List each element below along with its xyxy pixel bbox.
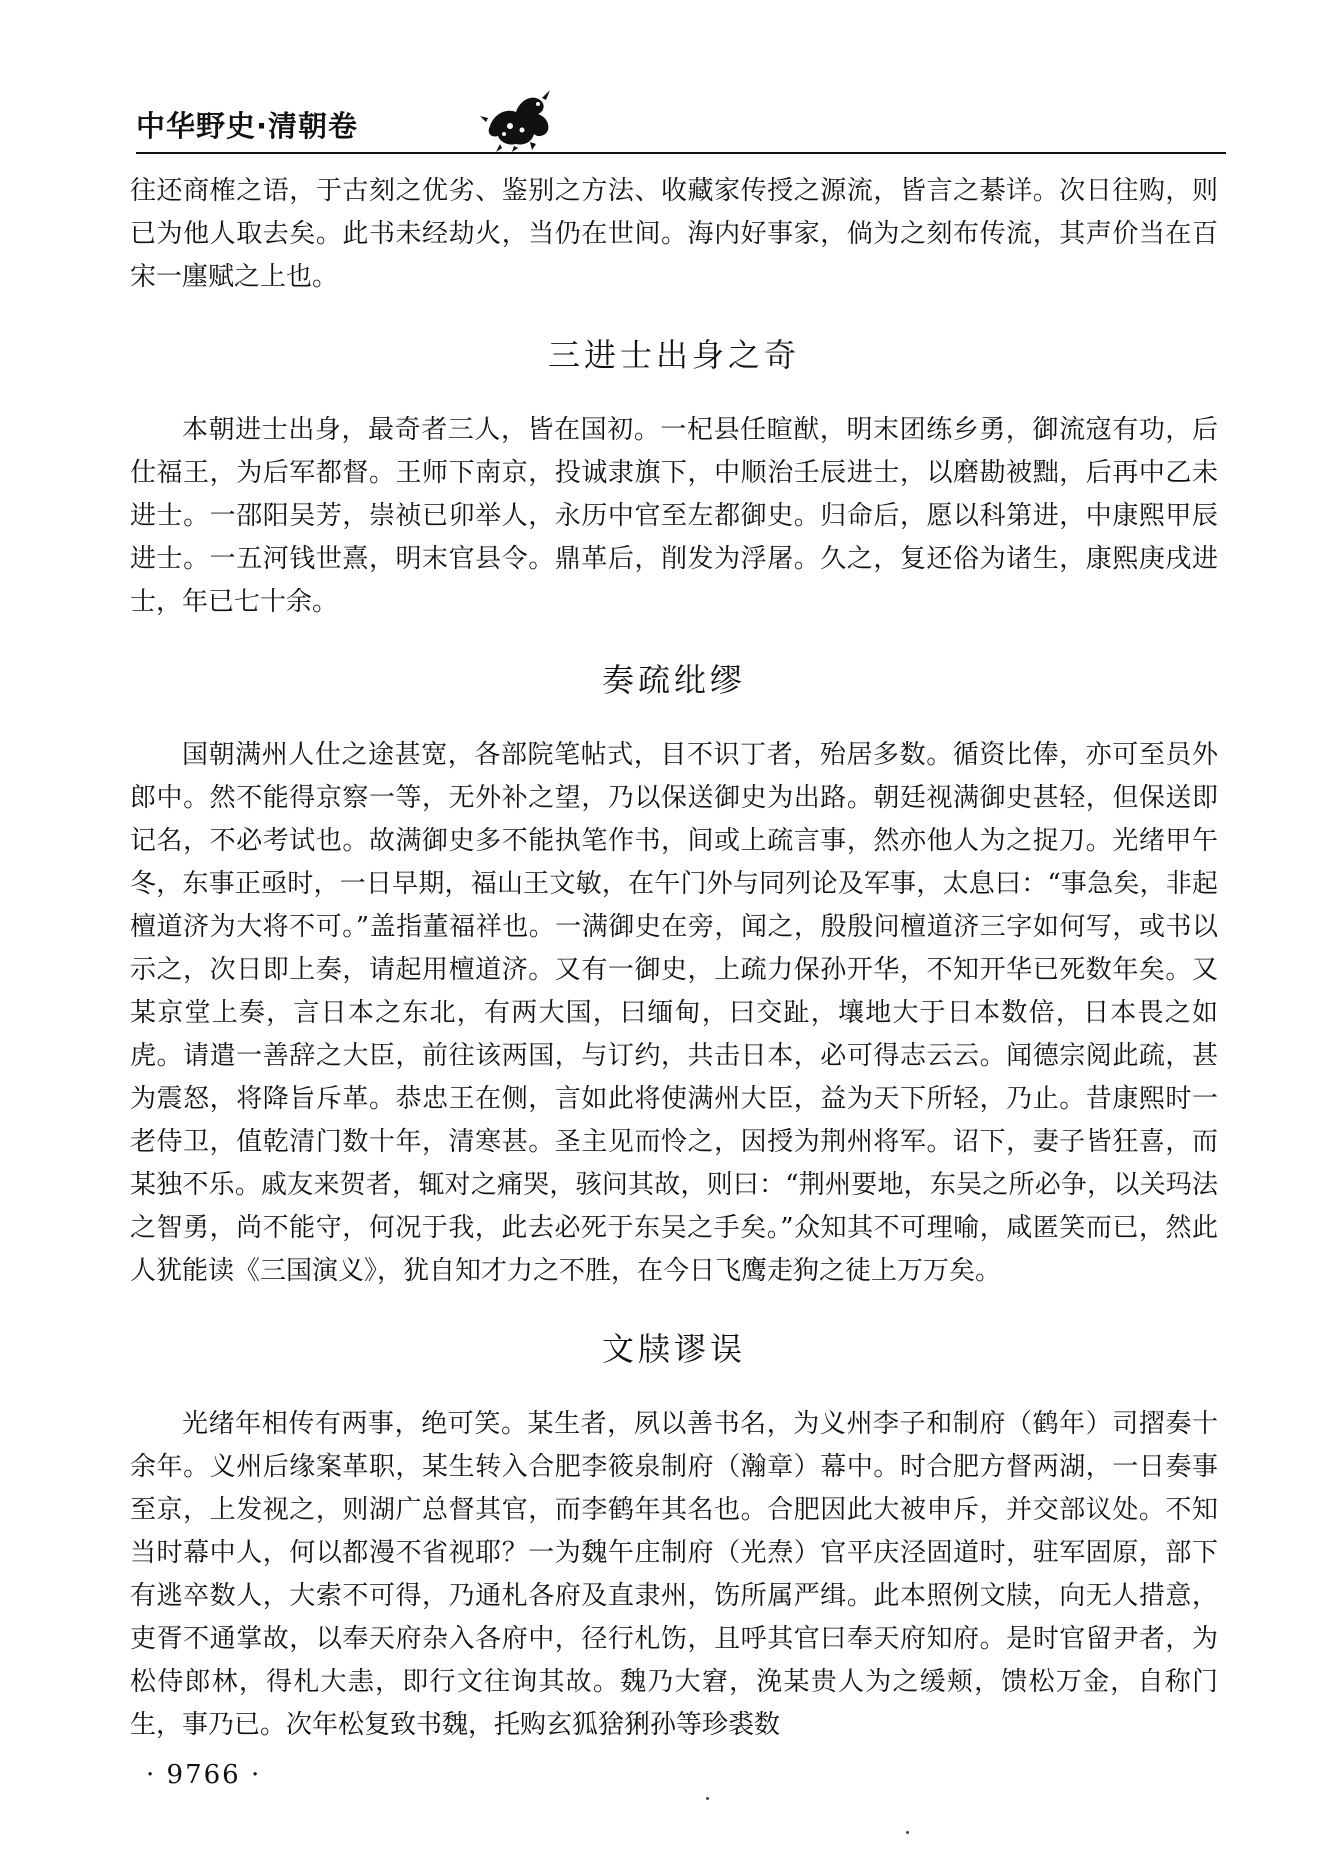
page-body bbox=[130, 170, 1218, 1747]
paragraph: 光绪年相传有两事，绝可笑。某生者，夙以善书名，为义州李子和制府（鹤年）司摺奏十余年。义州后缘案革职，某生转入合肥李筱泉制府（瀚章）幕中。时合肥方督两湖，一日奏事至京，上发视之，则湖广总督其官，而李鹤年其名也。合肥因此大被申斥，并交部议处。不知当时幕中人，何以都漫不省视耶？一为魏午庄制府（光焘）官平庆泾固道时，驻军固原，部下有逃卒数人，大索不可得，乃通札各府及直隶州，饬所属严缉。此本照例文牍，向无人措意，吏胥不通掌故，以奉天府杂入各府中，径行札饬，且呼其官曰奉天府知府。是时官留尹者，为松侍郎林，得札大恚，即行文往询其故。魏乃大窘，浼某贵人为之缓颊，馈松万金，自称门生，事乃已。次年松复致书魏，托购玄狐猞猁孙等珍裘数 bbox=[130, 1409, 1218, 1740]
dragon-emblem-icon bbox=[480, 86, 562, 152]
scan-speck bbox=[706, 1797, 709, 1800]
paragraph: 国朝满州人仕之途甚宽，各部院笔帖式，目不识丁者，殆居多数。循资比俸，亦可至员外郎中。然不能得京察一等，无外补之望，乃以保送御史为出路。朝廷视满御史甚轻，但保送即记名，不必考试也。故满御史多不能执笔作书，间或上疏言事，然亦他人为之捉刀。光绪甲午冬，东事正亟时，一日早期，福山王文敏，在午门外与同列论及军事，太息曰：“事急矣，非起檀道济为大将不可。”盖指董福祥也。一满御史在旁，闻之，殷殷问檀道济三字如何写，或书以示之，次日即上奏，请起用檀道济。又有一御史，上疏力保孙开华，不知开华已死数年矣。又某京堂上奏，言日本之东北，有两大国，曰缅甸，曰交趾，壤地大于日本数倍，日本畏之如虎。请遣一善辞之大臣，前往该两国，与订约，共击日本，必可得志云云。闻德宗阅此疏，甚为震怒，将降旨斥革。恭忠王在侧，言如此将使满州大臣，益为天下所轻，乃止。昔康熙时一老侍卫，值乾清门数十年，清寒甚。圣主见而怜之，因授为荆州将军。诏下，妻子皆狂喜，而某独不乐。戚友来贺者，辄对之痛哭，骇问其故，则曰：“荆州要地，东吴之所必争，以关玛法之智勇，尚不能守，何况于我，此去必死于东吴之手矣。”众知其不可理喻，咸匿笑而已，然此人犹能读《三国演义》，犹自知才力之不胜，在今日飞鹰走狗之徒上万万矣。 bbox=[130, 740, 1218, 1286]
book-title: 中华野史·清朝卷 bbox=[136, 109, 359, 143]
header-rule bbox=[136, 152, 1226, 154]
paragraph: 往还商榷之语，于古刻之优劣、鉴别之方法、收藏家传授之源流，皆言之綦详。次日往购，则已为他人取去矣。此书未经劫火，当仍在世间。海内好事家，倘为之刻布传流，其声价当在百宋一廛赋之上也。 bbox=[130, 176, 1218, 292]
scan-speck bbox=[906, 1831, 909, 1834]
section-heading: 文牍谬误 bbox=[601, 1330, 746, 1368]
paragraph: 本朝进士出身，最奇者三人，皆在国初。一杞县任暄猷，明末团练乡勇，御流寇有功，后仕福王，为后军都督。王师下南京，投诚隶旗下，中顺治壬辰进士，以磨勘被黜，后再中乙未进士。一邵阳吴芳，崇祯已卯举人，永历中官至左都御史。归命后，愿以科第进，中康熙甲辰进士。一五河钱世熹，明末官县令。鼎革后，削发为浮屠。久之，复还俗为诸生，康熙庚戌进士，年已七十余。 bbox=[130, 415, 1218, 617]
section-heading: 奏疏纰缪 bbox=[601, 661, 746, 699]
page-number: · 9766 · bbox=[146, 1760, 262, 1790]
page-header bbox=[108, 94, 1218, 150]
section-heading: 三进士出身之奇 bbox=[547, 336, 800, 374]
